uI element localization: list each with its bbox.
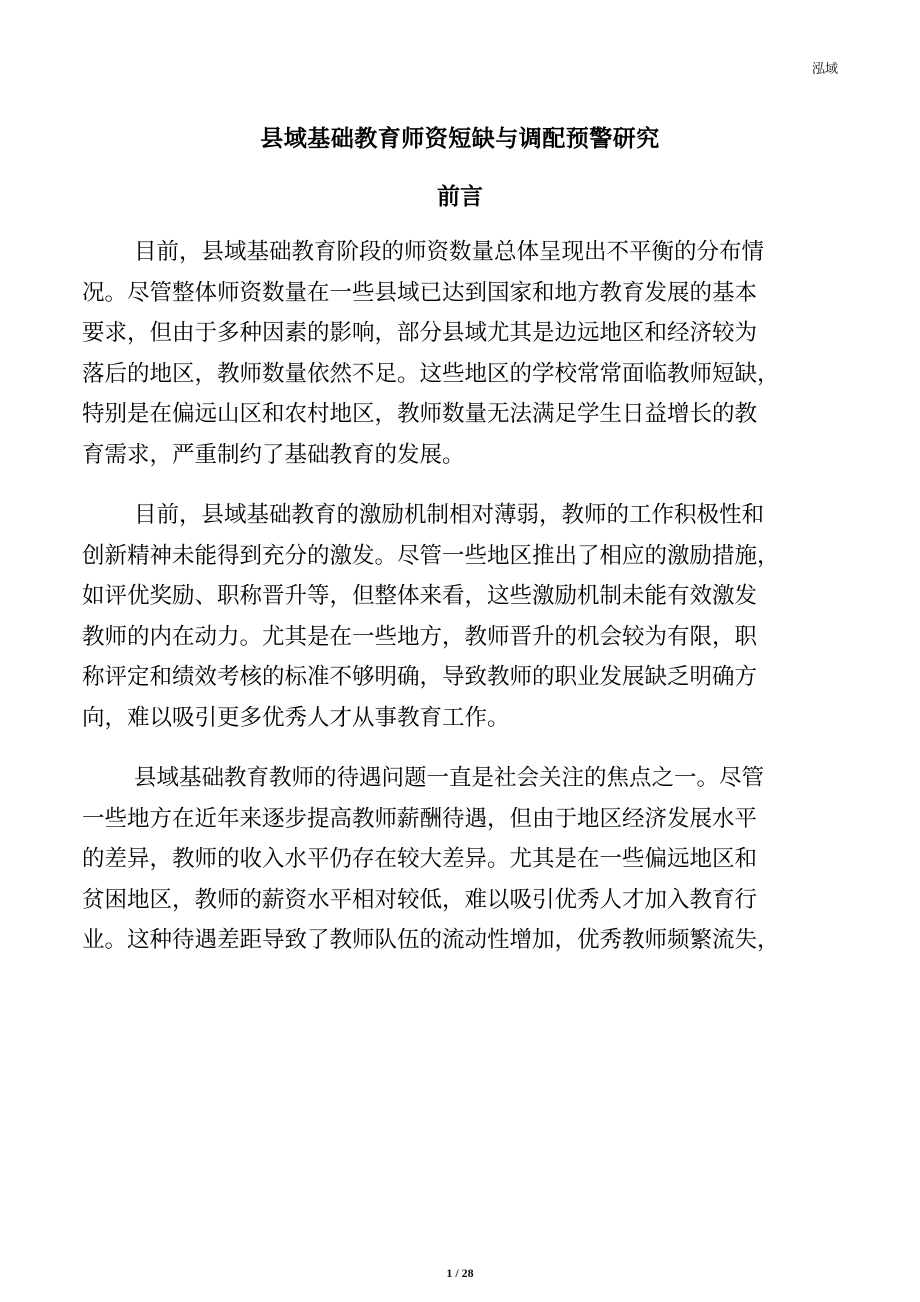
paragraph-3 bbox=[82, 758, 852, 961]
text-line: 如评优奖励、职称晋升等，但整体来看，这些激励机制未能有效激发 bbox=[82, 583, 758, 609]
text-line: 的差异，教师的收入水平仍存在较大差异。尤其是在一些偏远地区和 bbox=[82, 846, 758, 872]
text-line: 县域基础教育教师的待遇问题一直是社会关注的焦点之一。尽管 bbox=[134, 765, 765, 791]
page-number: 1 / 28 bbox=[446, 1266, 474, 1280]
text-line: 要求，但由于多种因素的影响，部分县域尤其是边远地区和经济较为 bbox=[82, 320, 758, 346]
document-title: 县域基础教育师资短缺与调配预警研究 bbox=[260, 126, 660, 152]
text-line: 教师的内在动力。尤其是在一些地方，教师晋升的机会较为有限，职 bbox=[82, 623, 758, 650]
text-line: 目前，县域基础教育阶段的师资数量总体呈现出不平衡的分布情 bbox=[134, 239, 765, 265]
paragraph-2 bbox=[82, 495, 852, 738]
document-body bbox=[82, 232, 852, 981]
text-line: 贫困地区，教师的薪资水平相对较低，难以吸引优秀人才加入教育行 bbox=[82, 886, 758, 913]
text-line: 业。这种待遇差距导致了教师队伍的流动性增加，优秀教师频繁流失， bbox=[82, 927, 780, 953]
text-line: 特别是在偏远山区和农村地区，教师数量无法满足学生日益增长的教 bbox=[82, 401, 758, 427]
paragraph-1 bbox=[82, 232, 852, 475]
text-line: 落后的地区，教师数量依然不足。这些地区的学校常常面临教师短缺， bbox=[82, 360, 780, 387]
text-line: 向，难以吸引更多优秀人才从事教育工作。 bbox=[82, 704, 510, 731]
text-line: 称评定和绩效考核的标准不够明确，导致教师的职业发展缺乏明确方 bbox=[82, 664, 758, 690]
text-line: 育需求，严重制约了基础教育的发展。 bbox=[82, 441, 465, 468]
header-tag: 泓域 bbox=[811, 62, 838, 77]
section-heading: 前言 bbox=[437, 184, 483, 210]
text-line: 一些地方在近年来逐步提高教师薪酬待遇，但由于地区经济发展水平 bbox=[82, 805, 758, 832]
text-line: 目前，县域基础教育的激励机制相对薄弱，教师的工作积极性和 bbox=[134, 502, 765, 528]
text-line: 况。尽管整体师资数量在一些县域已达到国家和地方教育发展的基本 bbox=[82, 279, 758, 306]
text-line: 创新精神未能得到充分的激发。尽管一些地区推出了相应的激励措施， bbox=[82, 542, 780, 569]
